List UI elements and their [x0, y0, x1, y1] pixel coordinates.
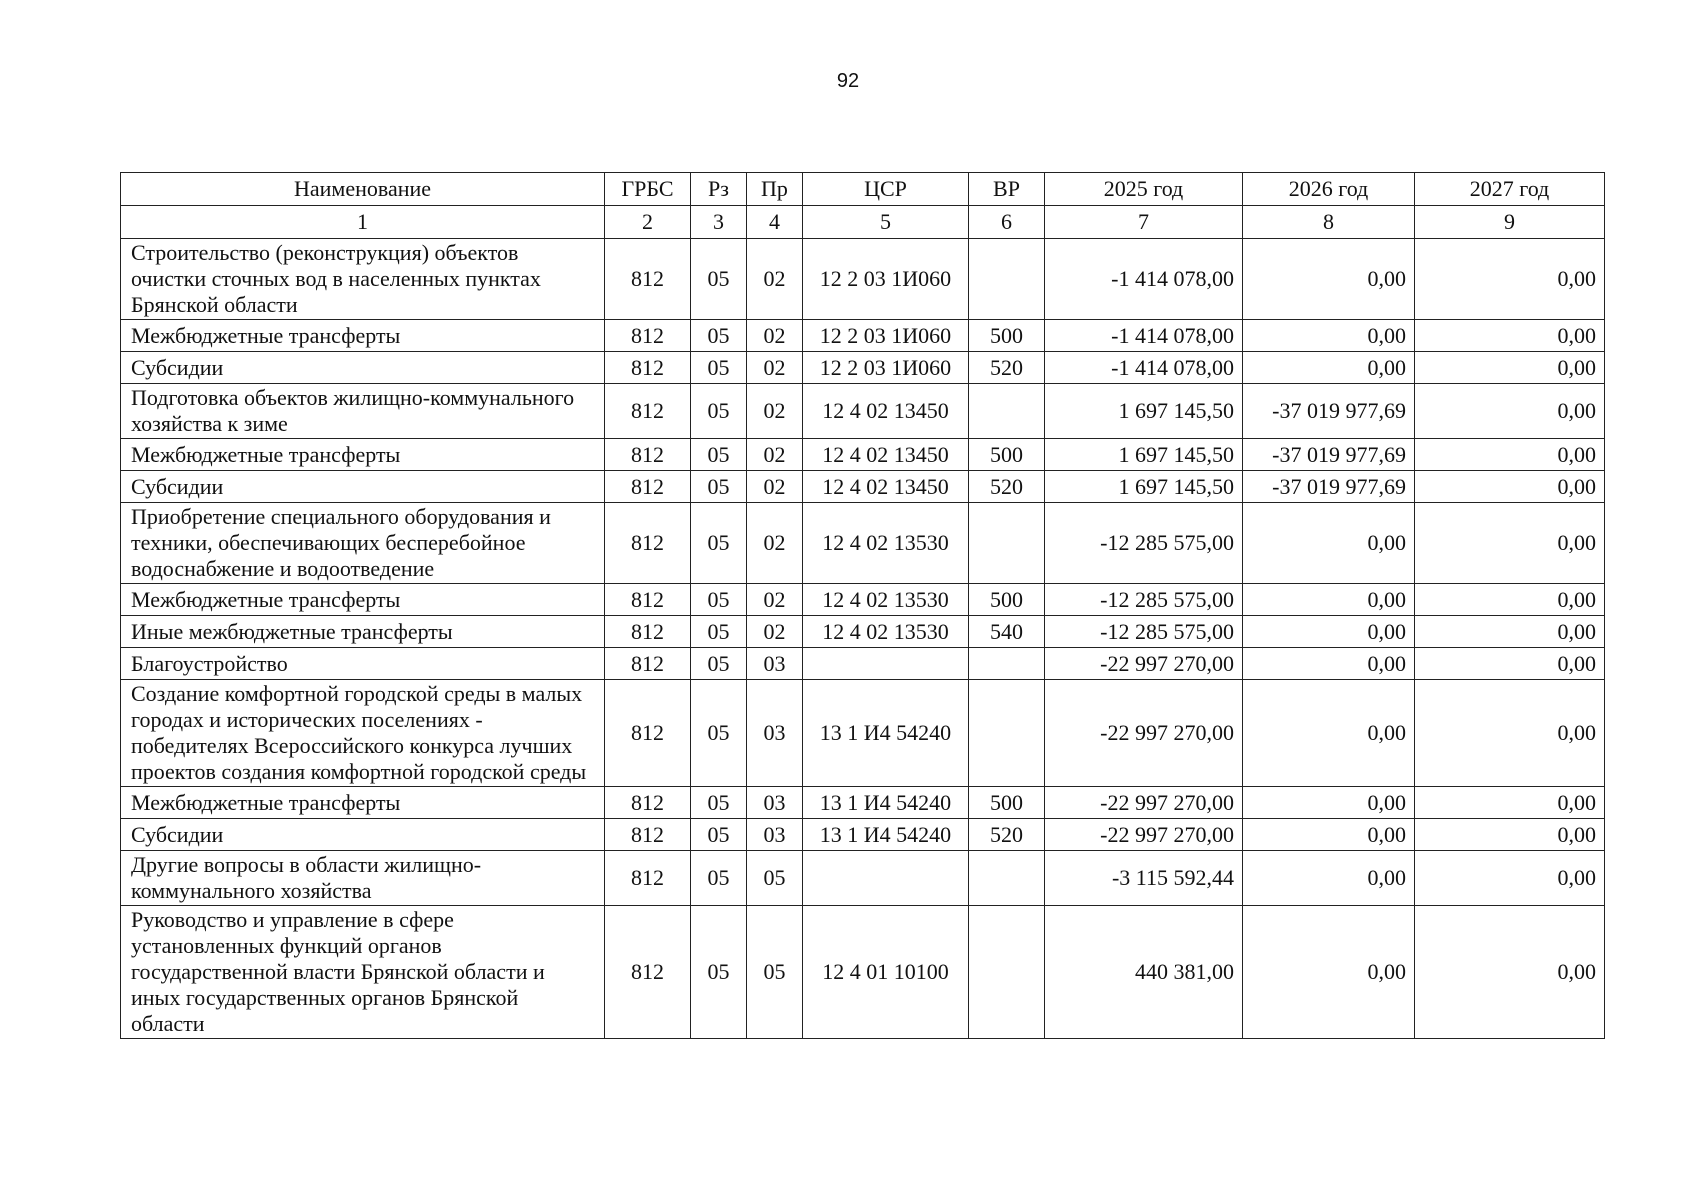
cell-vr: 520 [969, 352, 1045, 384]
cell-2025: 440 381,00 [1045, 906, 1243, 1039]
cell-2025: -22 997 270,00 [1045, 680, 1243, 787]
cell-grbs: 812 [605, 819, 691, 851]
cell-name: Приобретение специального оборудования и техники, обеспечивающих бесперебойное водоснабжение и водоотведение [121, 503, 605, 584]
cell-vr [969, 384, 1045, 439]
cell-2025: -12 285 575,00 [1045, 503, 1243, 584]
cell-2025: -12 285 575,00 [1045, 584, 1243, 616]
cell-csr: 13 1 И4 54240 [803, 787, 969, 819]
cell-grbs: 812 [605, 680, 691, 787]
cell-rz: 05 [691, 471, 747, 503]
cell-grbs: 812 [605, 384, 691, 439]
cell-csr [803, 851, 969, 906]
cell-pr: 02 [747, 439, 803, 471]
cell-2026: -37 019 977,69 [1243, 439, 1415, 471]
cell-name: Иные межбюджетные трансферты [121, 616, 605, 648]
cell-vr [969, 851, 1045, 906]
cell-rz: 05 [691, 584, 747, 616]
cell-pr: 02 [747, 616, 803, 648]
cell-pr: 03 [747, 819, 803, 851]
cell-2027: 0,00 [1415, 906, 1605, 1039]
cell-name: Строительство (реконструкция) объектов очистки сточных вод в населенных пунктах Брянской области [121, 239, 605, 320]
cell-2026: 0,00 [1243, 851, 1415, 906]
table-row [121, 439, 1605, 471]
cell-grbs: 812 [605, 320, 691, 352]
cell-2026: 0,00 [1243, 503, 1415, 584]
cell-2026: 0,00 [1243, 320, 1415, 352]
cell-rz: 05 [691, 906, 747, 1039]
table-row [121, 384, 1605, 439]
col-number: 3 [691, 206, 747, 239]
cell-2026: -37 019 977,69 [1243, 384, 1415, 439]
cell-2026: 0,00 [1243, 352, 1415, 384]
cell-rz: 05 [691, 819, 747, 851]
col-header-2025: 2025 год [1045, 173, 1243, 206]
cell-2025: -22 997 270,00 [1045, 819, 1243, 851]
cell-name: Благоустройство [121, 648, 605, 680]
cell-vr [969, 906, 1045, 1039]
table-row [121, 616, 1605, 648]
cell-csr [803, 648, 969, 680]
cell-csr: 12 4 02 13450 [803, 439, 969, 471]
cell-rz: 05 [691, 439, 747, 471]
cell-2027: 0,00 [1415, 680, 1605, 787]
cell-2027: 0,00 [1415, 851, 1605, 906]
col-header-grbs: ГРБС [605, 173, 691, 206]
cell-2026: 0,00 [1243, 680, 1415, 787]
cell-rz: 05 [691, 787, 747, 819]
cell-name: Руководство и управление в сфере установленных функций органов государственной власти Брянской области и иных государственных органов Брянской области [121, 906, 605, 1039]
col-number: 4 [747, 206, 803, 239]
cell-name: Подготовка объектов жилищно-коммунального хозяйства к зиме [121, 384, 605, 439]
header-row [121, 173, 1605, 206]
cell-pr: 02 [747, 384, 803, 439]
col-number: 7 [1045, 206, 1243, 239]
cell-2025: -3 115 592,44 [1045, 851, 1243, 906]
cell-csr: 12 4 02 13530 [803, 584, 969, 616]
cell-2025: 1 697 145,50 [1045, 384, 1243, 439]
cell-2027: 0,00 [1415, 352, 1605, 384]
cell-pr: 02 [747, 320, 803, 352]
cell-2027: 0,00 [1415, 320, 1605, 352]
col-header-2026: 2026 год [1243, 173, 1415, 206]
cell-grbs: 812 [605, 584, 691, 616]
cell-2026: 0,00 [1243, 584, 1415, 616]
cell-2027: 0,00 [1415, 616, 1605, 648]
table-row [121, 320, 1605, 352]
col-number: 9 [1415, 206, 1605, 239]
cell-grbs: 812 [605, 239, 691, 320]
cell-csr: 12 2 03 1И060 [803, 239, 969, 320]
col-header-2027: 2027 год [1415, 173, 1605, 206]
cell-2027: 0,00 [1415, 787, 1605, 819]
table-row [121, 503, 1605, 584]
cell-2026: 0,00 [1243, 787, 1415, 819]
cell-csr: 12 2 03 1И060 [803, 320, 969, 352]
cell-csr: 13 1 И4 54240 [803, 819, 969, 851]
col-number: 2 [605, 206, 691, 239]
cell-2026: 0,00 [1243, 648, 1415, 680]
table-body [121, 239, 1605, 1039]
cell-grbs: 812 [605, 787, 691, 819]
table-row [121, 906, 1605, 1039]
cell-name: Субсидии [121, 352, 605, 384]
cell-pr: 02 [747, 584, 803, 616]
cell-name: Субсидии [121, 819, 605, 851]
col-number: 8 [1243, 206, 1415, 239]
table-row [121, 471, 1605, 503]
cell-vr: 520 [969, 819, 1045, 851]
table-row [121, 851, 1605, 906]
cell-grbs: 812 [605, 471, 691, 503]
cell-2026: 0,00 [1243, 616, 1415, 648]
page-number: 92 [836, 70, 860, 92]
col-number: 6 [969, 206, 1045, 239]
cell-rz: 05 [691, 616, 747, 648]
cell-2025: -1 414 078,00 [1045, 352, 1243, 384]
col-header-name: Наименование [121, 173, 605, 206]
table-row [121, 787, 1605, 819]
cell-rz: 05 [691, 239, 747, 320]
table-row [121, 680, 1605, 787]
cell-rz: 05 [691, 503, 747, 584]
cell-2027: 0,00 [1415, 819, 1605, 851]
col-number: 5 [803, 206, 969, 239]
cell-vr: 500 [969, 584, 1045, 616]
cell-name: Межбюджетные трансферты [121, 584, 605, 616]
cell-name: Межбюджетные трансферты [121, 439, 605, 471]
table-row [121, 352, 1605, 384]
cell-pr: 02 [747, 471, 803, 503]
cell-csr: 13 1 И4 54240 [803, 680, 969, 787]
cell-2027: 0,00 [1415, 384, 1605, 439]
col-header-csr: ЦСР [803, 173, 969, 206]
cell-2025: 1 697 145,50 [1045, 471, 1243, 503]
cell-grbs: 812 [605, 648, 691, 680]
cell-pr: 03 [747, 787, 803, 819]
cell-csr: 12 4 02 13530 [803, 616, 969, 648]
cell-2026: 0,00 [1243, 819, 1415, 851]
table-row [121, 584, 1605, 616]
table-row [121, 239, 1605, 320]
cell-2027: 0,00 [1415, 439, 1605, 471]
cell-rz: 05 [691, 851, 747, 906]
cell-2025: 1 697 145,50 [1045, 439, 1243, 471]
cell-vr: 500 [969, 787, 1045, 819]
cell-vr: 520 [969, 471, 1045, 503]
cell-pr: 02 [747, 239, 803, 320]
cell-2027: 0,00 [1415, 584, 1605, 616]
cell-2025: -1 414 078,00 [1045, 320, 1243, 352]
col-header-rz: Рз [691, 173, 747, 206]
cell-2025: -1 414 078,00 [1045, 239, 1243, 320]
table-row [121, 819, 1605, 851]
cell-pr: 05 [747, 906, 803, 1039]
cell-vr: 540 [969, 616, 1045, 648]
cell-vr [969, 648, 1045, 680]
cell-pr: 05 [747, 851, 803, 906]
cell-rz: 05 [691, 384, 747, 439]
cell-csr: 12 4 02 13450 [803, 471, 969, 503]
cell-grbs: 812 [605, 616, 691, 648]
cell-grbs: 812 [605, 352, 691, 384]
cell-2026: 0,00 [1243, 239, 1415, 320]
cell-rz: 05 [691, 680, 747, 787]
cell-csr: 12 4 01 10100 [803, 906, 969, 1039]
cell-2025: -22 997 270,00 [1045, 648, 1243, 680]
cell-csr: 12 4 02 13450 [803, 384, 969, 439]
cell-pr: 03 [747, 648, 803, 680]
cell-name: Создание комфортной городской среды в малых городах и исторических поселениях - победителях Всероссийского конкурса лучших проектов создания комфортной городской среды [121, 680, 605, 787]
cell-vr [969, 680, 1045, 787]
cell-vr [969, 503, 1045, 584]
cell-vr [969, 239, 1045, 320]
cell-grbs: 812 [605, 439, 691, 471]
cell-pr: 02 [747, 352, 803, 384]
cell-rz: 05 [691, 320, 747, 352]
cell-grbs: 812 [605, 851, 691, 906]
table-row [121, 648, 1605, 680]
cell-name: Межбюджетные трансферты [121, 787, 605, 819]
cell-pr: 02 [747, 503, 803, 584]
cell-vr: 500 [969, 439, 1045, 471]
cell-csr: 12 2 03 1И060 [803, 352, 969, 384]
cell-grbs: 812 [605, 503, 691, 584]
cell-grbs: 812 [605, 906, 691, 1039]
cell-2026: 0,00 [1243, 906, 1415, 1039]
col-number: 1 [121, 206, 605, 239]
cell-rz: 05 [691, 352, 747, 384]
cell-2026: -37 019 977,69 [1243, 471, 1415, 503]
column-number-row [121, 206, 1605, 239]
cell-rz: 05 [691, 648, 747, 680]
cell-name: Межбюджетные трансферты [121, 320, 605, 352]
col-header-pr: Пр [747, 173, 803, 206]
cell-2027: 0,00 [1415, 239, 1605, 320]
col-header-vr: ВР [969, 173, 1045, 206]
cell-2027: 0,00 [1415, 648, 1605, 680]
cell-2027: 0,00 [1415, 503, 1605, 584]
cell-2027: 0,00 [1415, 471, 1605, 503]
cell-name: Субсидии [121, 471, 605, 503]
cell-2025: -22 997 270,00 [1045, 787, 1243, 819]
cell-name: Другие вопросы в области жилищно-коммунального хозяйства [121, 851, 605, 906]
budget-table [120, 172, 1605, 1039]
cell-vr: 500 [969, 320, 1045, 352]
cell-csr: 12 4 02 13530 [803, 503, 969, 584]
cell-pr: 03 [747, 680, 803, 787]
cell-2025: -12 285 575,00 [1045, 616, 1243, 648]
